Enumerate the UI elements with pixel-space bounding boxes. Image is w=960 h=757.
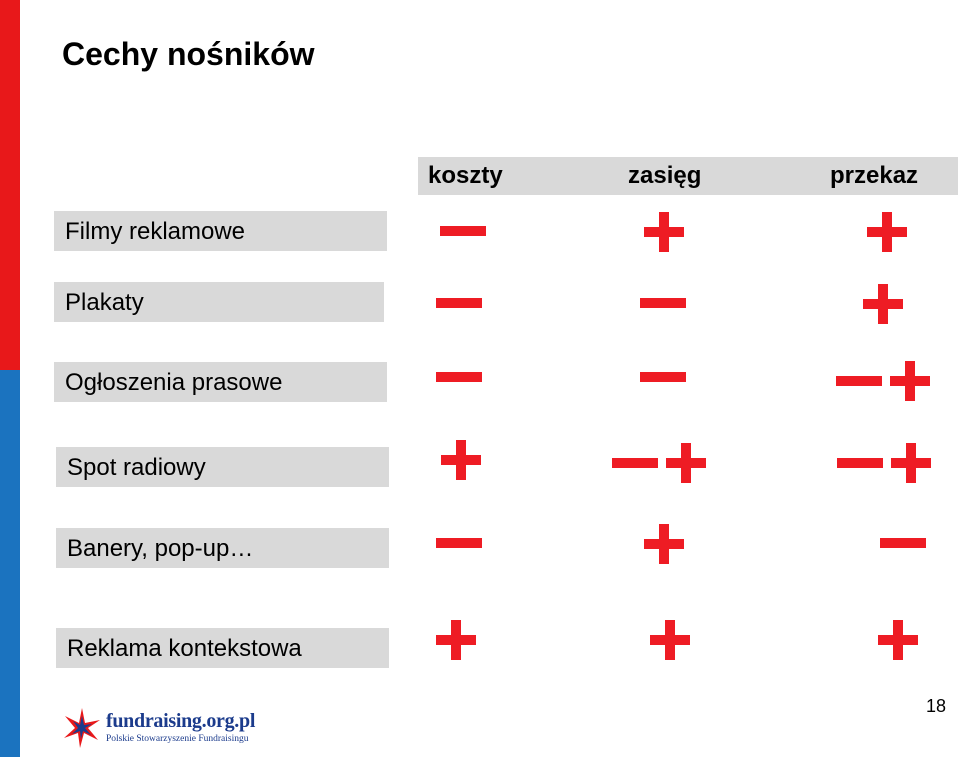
plus-icon-row2-przekaz <box>863 284 903 324</box>
minus-plus-icon-row3-przekaz <box>836 358 932 402</box>
page-number: 18 <box>926 696 947 716</box>
plus-icon-row1-przekaz <box>867 212 907 252</box>
minus-icon-row2-zasieg <box>640 284 686 320</box>
plus-icon-row6-koszty <box>436 620 476 660</box>
star-logo-icon <box>62 706 104 750</box>
minus-icon-row3-zasieg <box>640 358 686 394</box>
row-label-ogloszenia-prasowe: Ogłoszenia prasowe <box>54 362 387 402</box>
minus-plus-icon-row4-zasieg <box>612 440 708 484</box>
column-header-koszty: koszty <box>428 162 503 189</box>
minus-icon-row5-przekaz <box>880 524 926 560</box>
plus-icon-row6-zasieg <box>650 620 690 660</box>
row-label-plakaty: Plakaty <box>54 282 384 322</box>
minus-icon-row1-koszty <box>440 212 486 248</box>
slide-title: Cechy nośników <box>62 36 315 72</box>
column-header-przekaz: przekaz <box>830 162 919 189</box>
row-label-banery-pop-up: Banery, pop-up… <box>56 528 389 568</box>
plus-icon-row6-przekaz <box>878 620 918 660</box>
sidebar-stripe-blue <box>0 370 20 757</box>
plus-icon-row1-zasieg <box>644 212 684 252</box>
fundraising-logo <box>62 706 262 750</box>
minus-icon-row2-koszty <box>436 284 482 320</box>
logo-name: fundraising.org.pl <box>106 710 256 732</box>
logo-tagline: Polskie Stowarzyszenie Fundraisingu <box>106 734 249 744</box>
plus-icon-row5-zasieg <box>644 524 684 564</box>
plus-icon-row4-koszty <box>441 440 481 480</box>
minus-icon-row3-koszty <box>436 358 482 394</box>
row-label-reklama-kontekstowa: Reklama kontekstowa <box>56 628 389 668</box>
minus-icon-row5-koszty <box>436 524 482 560</box>
sidebar-stripe-red <box>0 0 20 370</box>
row-label-filmy-reklamowe: Filmy reklamowe <box>54 211 387 251</box>
row-label-spot-radiowy: Spot radiowy <box>56 447 389 487</box>
minus-plus-icon-row4-przekaz <box>837 440 933 484</box>
column-header-zasieg: zasięg <box>628 162 702 189</box>
